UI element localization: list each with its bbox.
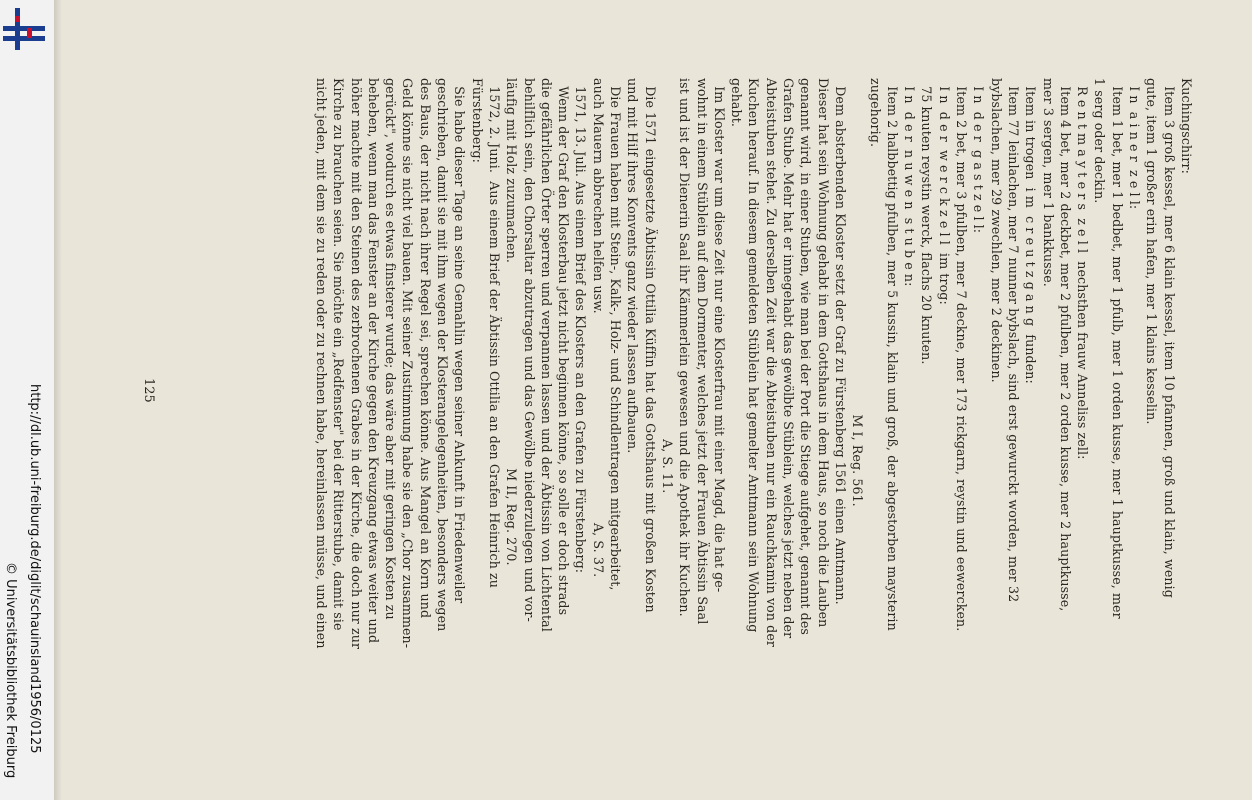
text-line: Kuchen herauf. In diesem gemeldeten Stüblein hat gemelter Amtmann sein Wohnung — [746, 78, 762, 633]
text-line: 75 knuten reystin werck, flachs 20 knuten. — [919, 78, 935, 365]
text-line: 1 serg oder deckin. — [1092, 78, 1108, 204]
text-line: wohnt in einem Stüblein auf dem Dormenter, welches jetzt der Frauen Äbtissin Saal — [694, 78, 710, 625]
text-line: zugehorig. — [867, 78, 883, 148]
text-line: Abteistuben stehet. Zu derselben Zeit war die Abteistuben nur ein Rauchkamin von der — [763, 78, 779, 648]
text-line: nicht jeden, mit dem sie zu reden oder zu rechnen habe, hereinlassen müsse, und einen — [314, 78, 329, 649]
university-logo-icon[interactable] — [3, 8, 45, 50]
text-line: Wenn der Graf den Klosterbau jetzt nicht beginnen könne, so solle er doch strads — [556, 78, 572, 616]
text-line: des Baus, der nicht nach ihrer Regel sei, sprechen könne. Aus Mangel an Korn und — [417, 78, 433, 619]
text-line: I n d e r g a s t z e l l: — [971, 78, 987, 234]
text-line: und mit Hilf ihres Konvents ganz wieder lassen aufbauen. — [625, 78, 641, 454]
text-line: Im Kloster war um diese Zeit nur eine Klosterfrau mit einer Magd, die hat ge- — [711, 78, 727, 593]
text-line: gerückt", wodurch es etwas finsterer wurde; das wäre aber mit geringen Kosten zu — [383, 78, 399, 620]
text-line: mer 3 sergen, mer 1 bankkusse. — [1040, 78, 1056, 287]
text-line: Kirche zu brauchen seien. Sie möchte ein „Redfenster" bei der Ritterstube, damit sie — [331, 78, 347, 631]
text-line: A, S. 11. — [660, 78, 675, 494]
copyright-notice: © Universitätsbibliothek Freiburg — [3, 562, 18, 779]
text-line: Kuchingschirr: — [1179, 78, 1194, 174]
page-shadow — [54, 0, 62, 800]
text-line: gehabt. — [729, 78, 745, 127]
text-line: bybslachen, mer 29 zwechlen, mer 2 deckinen. — [988, 78, 1004, 383]
text-line: Item 2 bet, mer 3 pfulben, mer 7 deckne, mer 173 rickgarn, reystin und eewercken. — [954, 78, 970, 632]
text-line: 1571, 13. Juli. Aus einem Brief des Klosters an den Grafen zu Fürstenberg: — [573, 78, 589, 574]
scanned-page — [54, 0, 1252, 800]
text-line: behilflich sein, den Chorsaltar abzutragen und das Gewölbe niederzulegen und vor- — [521, 78, 537, 622]
text-line: läufig mit Holz zuzumachen. M II, Reg. 270. — [504, 78, 520, 566]
text-line: Item 4 bet, mer 2 deckbet, mer 2 pfulben, mer 2 orden kusse, mer 2 hauptkusse, — [1057, 78, 1073, 612]
text-line: die gefährlichen Örter sperren und verpannen lassen und der Äbtissin von Lichtental — [538, 78, 554, 632]
text-line: Die 1571 eingesetzte Äbtissin Ottilia Küffin hat das Gottshaus mit großen Kosten — [642, 78, 658, 613]
text-line: Geld könne sie nicht viel bauen. Mit seiner Zustimmung habe sie den „Chor zusammen- — [400, 78, 416, 649]
text-line: Item 2 halbbettig pfulben, mer 5 kussin, klain und groß, der abgestorben maysterin — [884, 78, 900, 631]
text-line: Dem absterbenden Kloster setzt der Graf zu Fürstenberg 1561 einen Amtmann. — [833, 78, 848, 605]
text-line: Fürstenberg: — [469, 78, 485, 163]
text-line: gute, item 1 großer erin hafen, mer 1 klains kesselin. — [1144, 78, 1160, 425]
text-line: I n a i n e r z e l l: — [1127, 78, 1143, 210]
page-number: 125 — [141, 378, 156, 403]
source-url[interactable]: http://dl.ub.uni-freiburg.de/diglit/schauinsland1956/0125 — [27, 384, 42, 754]
text-line: beheben, wenn man das Fenster an der Kirche gegen den Kreuzgang etwas weiter und — [365, 78, 381, 644]
text-line: geschrieben, damit sie mit ihm wegen der Klosterangelegenheiten, besonders wegen — [435, 78, 451, 632]
rotated-page-content — [141, 78, 1194, 718]
text-line: höher machte mit den Steinen des zerbrochenen Grabes in der Kirche, die doch nur zur — [348, 78, 364, 650]
text-line: ist und ist der Dienerin Saal ihr Kämmerlein gewesen und die Apothek ihr Kuchen. — [677, 78, 693, 617]
text-line: I n d e r w e r c k z e l l im trog: — [936, 78, 952, 305]
text-line: Dieser hat sein Wohnung gehabt in dem Gottshaus in dem Haus, so noch die Lauben — [815, 78, 831, 628]
text-line: Item 1 bet, mer 1 bedbet, mer 1 pfulb, mer 1 orden kusse, mer 1 hauptkusse, mer — [1109, 78, 1125, 619]
viewer-sidebar — [0, 0, 55, 800]
text-line: Grafen Stube. Mehr hat er innegehabt das gewölbte Stüblein, welches jetzt neben der — [781, 78, 797, 639]
text-line: auch Mauern abbrechen helfen usw. A, S. 37. — [590, 78, 606, 578]
text-line: Sie habe dieser Tage an seine Gemahlin wegen seiner Ankunft in Friedenweiler — [452, 78, 468, 604]
text-line: Item 77 leinlachen, mer 7 nunner bybslach, sind erst gewurckt worden, mer 32 — [1006, 78, 1021, 603]
text-line: 1572, 2. Juni. Aus einem Brief der Äbtissin Ottilia an den Grafen Heinrich zu — [487, 78, 502, 588]
text-line: genannt wird, in einer Stuben, wie man bei der Port die Stiege aufgehet, genannt des — [798, 78, 814, 635]
text-line: Item 3 groß kessel, mer 6 klain kessel, item 10 pfannen, groß und klain, wenig — [1161, 78, 1177, 598]
text-line: I n d e r n u w e n s t u b e n: — [902, 78, 918, 287]
text-line: M I, Reg. 561. — [850, 78, 866, 507]
text-line: Die Frauen haben mit Stein-, Kalk-, Holz- und Schindlentragen mitgearbeitet, — [608, 78, 624, 591]
text-line: R e n t m a y t e r s z e l l nechsthen frauw Anneliss zell: — [1075, 78, 1091, 460]
text-line: Item in trogen i m c r e u t z g a n g funden: — [1023, 78, 1039, 384]
